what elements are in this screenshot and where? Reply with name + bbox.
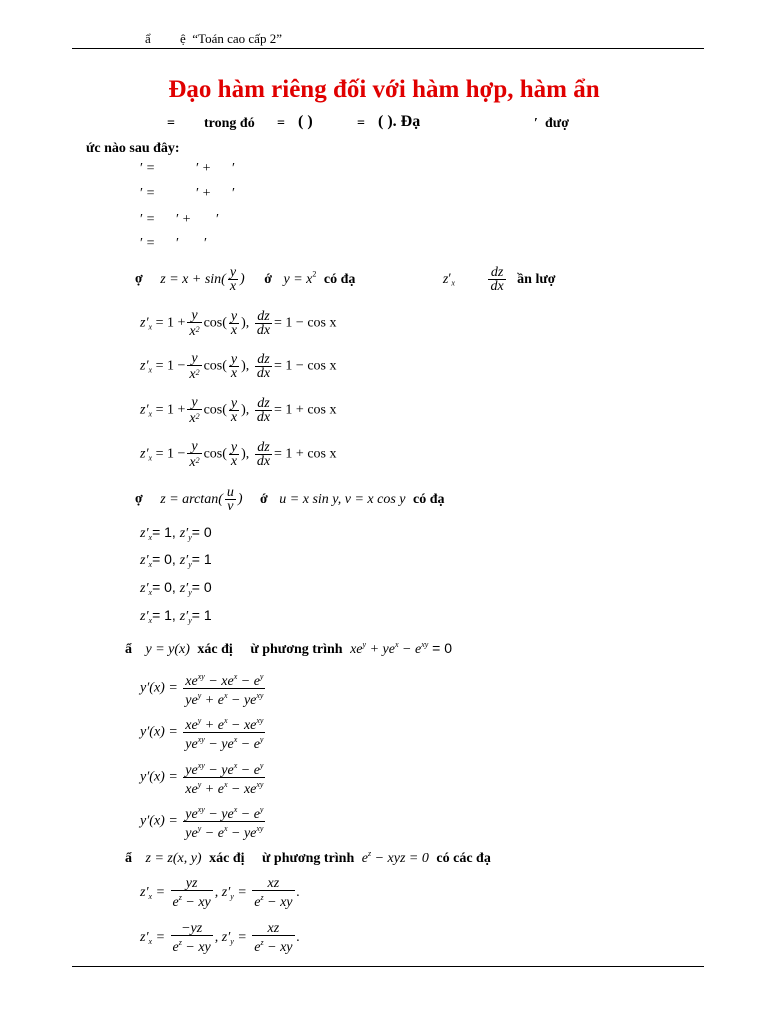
q1-line2: ức nào sau đây: [86, 141, 180, 156]
q3-option-c: $z'_x= 0$, $z'_y= 0$ [140, 579, 212, 597]
q1-option-d: ′ = ′ ′ [140, 236, 208, 251]
q1-paren2: ( ). Đạ [378, 113, 421, 130]
q1-eq2: = [277, 116, 285, 131]
q4-option-b: y′(x) = $\frac{xe^y + e^x - xe^{xy}}{ye^{xy} - ye^x - e^y}$ [140, 716, 264, 752]
q2-line: ợ z = x + sin( $\frac{y}{x}$ ) ớ $y = x^2$ có đạ $z'_x$ $\frac{dz}{dx}$ ần lượ [135, 265, 556, 294]
q1-option-b: ′ = ′ + ′ [140, 186, 236, 201]
q5-b-d2: $e^z$ − xy [252, 935, 294, 954]
q5-option-b: $z'_x$ = $\frac{-yz}{e^z - xy}$ , $z'_y$ = $\frac{xz}{e^z - xy}$ . [140, 921, 300, 955]
q4-d-num: $ye^{xy} - ye^x - e^y$ [185, 805, 264, 822]
q4-c-num: $ye^{xy} - ye^x - e^y$ [185, 761, 264, 778]
header-rule [72, 48, 704, 49]
q2-option-d: $z'_x = 1$ − $\frac{y}{x^2}$ cos( $\frac{y}{x}$ ), $\frac{dz}{dx}$ = 1 + cos x [140, 439, 337, 470]
q2-option-b: $z'_x = 1$ − $\frac{y}{x^2}$ cos( $\frac{y}{x}$ ), $\frac{dz}{dx}$ = 1 − cos x [140, 351, 337, 382]
q4-d-den: $ye^y - e^x - ye^{xy}$ [183, 821, 265, 840]
page-title: Đạo hàm riêng đối với hàm hợp, hàm ẩn [168, 76, 600, 103]
q1-prime: ′ [534, 116, 538, 131]
q4-a-num: $xe^{xy} - xe^x - e^y$ [185, 672, 264, 689]
q5-line: ẩ z = z(x, y) xác đị ừ phương trình $e^z$ − xyz = 0 có các đạ [125, 849, 491, 866]
q1-option-c: ′ = ′ + ′ [140, 212, 220, 227]
running-header: ẩ ệ “Toán cao cấp 2” [145, 31, 282, 46]
q3-line: ợ z = arctan( $\frac{u}{v}$ ) ớ u = x sin y, v = x cos y có đạ [135, 485, 445, 514]
q4-option-a: y′(x) = $\frac{xe^{xy} - xe^x - e^y}{ye^y + e^x - ye^{xy}}$ [140, 672, 264, 708]
q3-option-d: $z'_x= 1$, $z'_y= 1$ [140, 607, 212, 625]
q5-b-d1: $e^z$ − xy [171, 935, 213, 954]
q5-option-a: $z'_x$ = $\frac{yz}{e^z - xy}$ , $z'_y$ = $\frac{xz}{e^z - xy}$ . [140, 876, 300, 910]
q5-a-d2: $e^z$ − xy [252, 890, 294, 909]
q1-word: trong đó [204, 116, 255, 131]
q4-c-den: $xe^y + e^x - xe^{xy}$ [183, 777, 265, 796]
q4-option-d: y′(x) = $\frac{ye^{xy} - ye^x - e^y}{ye^y - e^x - ye^{xy}}$ [140, 805, 264, 841]
q3-option-b: $z'_x= 0$, $z'_y= 1$ [140, 551, 212, 569]
q4-line: ẩ y = y(x) xác đị ừ phương trình $xe^y + ye^x - e^{xy} = 0$ [125, 640, 453, 657]
q3-option-a: $z'_x= 1$, $z'_y= 0$ [140, 524, 212, 542]
q4-b-num: $xe^y + e^x - xe^{xy}$ [185, 716, 264, 733]
q2-option-c: $z'_x = 1$ + $\frac{y}{x^2}$ cos( $\frac{y}{x}$ ), $\frac{dz}{dx}$ = 1 + cos x [140, 395, 337, 426]
q2-option-a: $z'_x = 1$ + $\frac{y}{x^2}$ cos( $\frac{y}{x}$ ), $\frac{dz}{dx}$ = 1 − cos x [140, 308, 337, 339]
q1-paren1: ( ) [298, 113, 313, 130]
q1-suffix: đượ [545, 116, 569, 131]
q1-eq1: = [167, 116, 175, 131]
q4-a-den: $ye^y + e^x - ye^{xy}$ [183, 688, 265, 707]
q1-eq3: = [357, 116, 365, 131]
footer-rule [72, 966, 704, 967]
q5-a-d1: $e^z$ − xy [171, 890, 213, 909]
q4-option-c: y′(x) = $\frac{ye^{xy} - ye^x - e^y}{xe^y + e^x - xe^{xy}}$ [140, 761, 264, 797]
q1-option-a: ′ = ′ + ′ [140, 161, 236, 176]
q4-b-den: $ye^{xy} - ye^x - e^y$ [183, 732, 265, 751]
